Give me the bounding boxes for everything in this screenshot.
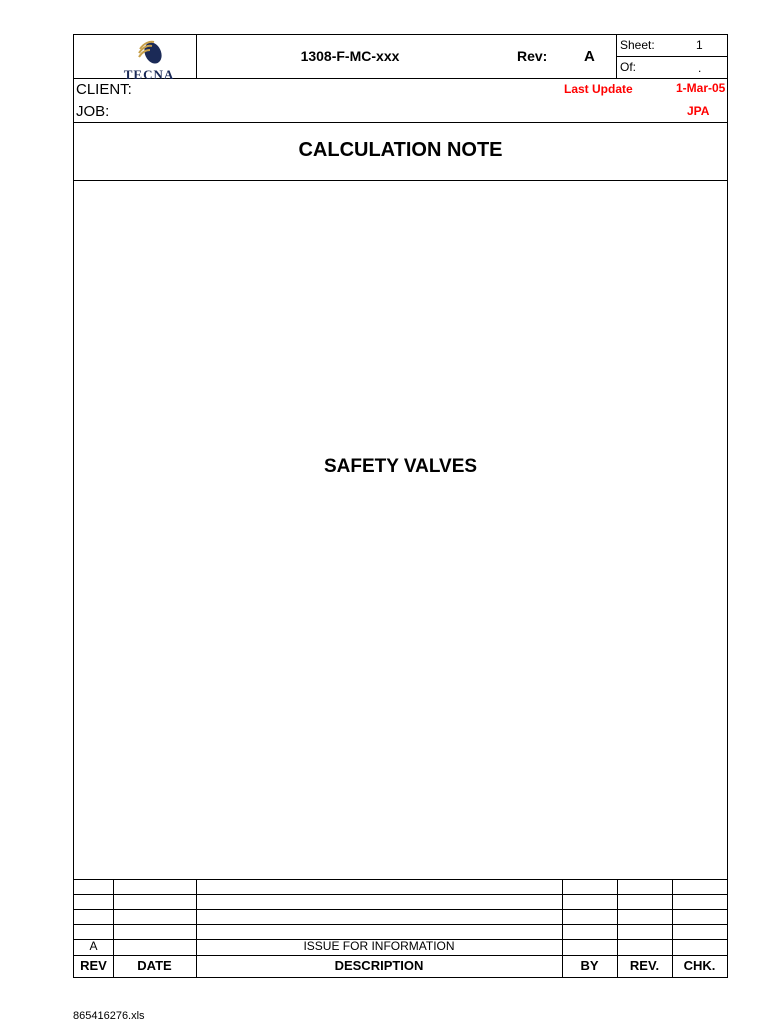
rev-value: A — [584, 48, 595, 65]
column-header-chk: CHK. — [683, 958, 716, 973]
column-header-rev-check: REV. — [629, 958, 660, 973]
sheet-value: 1 — [696, 38, 703, 52]
of-value: . — [698, 61, 702, 75]
revision-row-line — [74, 909, 727, 910]
tecna-logo-mark-icon — [136, 39, 166, 67]
revision-table-top — [74, 879, 727, 880]
revision-header-line — [74, 955, 727, 956]
sheet-of-divider — [616, 56, 727, 57]
job-label: JOB: — [76, 103, 110, 120]
header-bottom-line — [196, 78, 727, 79]
column-header-by: BY — [580, 958, 599, 973]
revision-row-line — [74, 894, 727, 895]
calculation-sheet — [73, 34, 728, 978]
page-title: CALCULATION NOTE — [298, 139, 503, 161]
footer-filename: 865416276.xls — [73, 1010, 145, 1022]
column-header-description: DESCRIPTION — [334, 958, 424, 973]
last-update-by: JPA — [687, 104, 710, 118]
title-bottom-line — [74, 180, 727, 181]
revision-row-description: ISSUE FOR INFORMATION — [303, 939, 455, 953]
revision-row-rev: A — [89, 939, 98, 953]
last-update-label: Last Update — [564, 82, 633, 96]
document-subject: SAFETY VALVES — [323, 456, 478, 477]
column-header-date: DATE — [137, 958, 172, 973]
revision-row-line — [74, 924, 727, 925]
tecna-logo — [104, 39, 194, 81]
info-bottom-line — [74, 122, 727, 123]
last-update-date: 1-Mar-05 — [676, 81, 726, 95]
client-label: CLIENT: — [76, 81, 132, 98]
rev-label: Rev: — [517, 48, 548, 64]
sheet-label: Sheet: — [620, 38, 655, 52]
logo-text: TECNA — [123, 67, 175, 82]
document-number: 1308-F-MC-xxx — [300, 48, 400, 64]
header-divider-logo — [196, 35, 197, 78]
of-label: Of: — [620, 60, 637, 74]
column-header-rev: REV — [80, 958, 107, 973]
